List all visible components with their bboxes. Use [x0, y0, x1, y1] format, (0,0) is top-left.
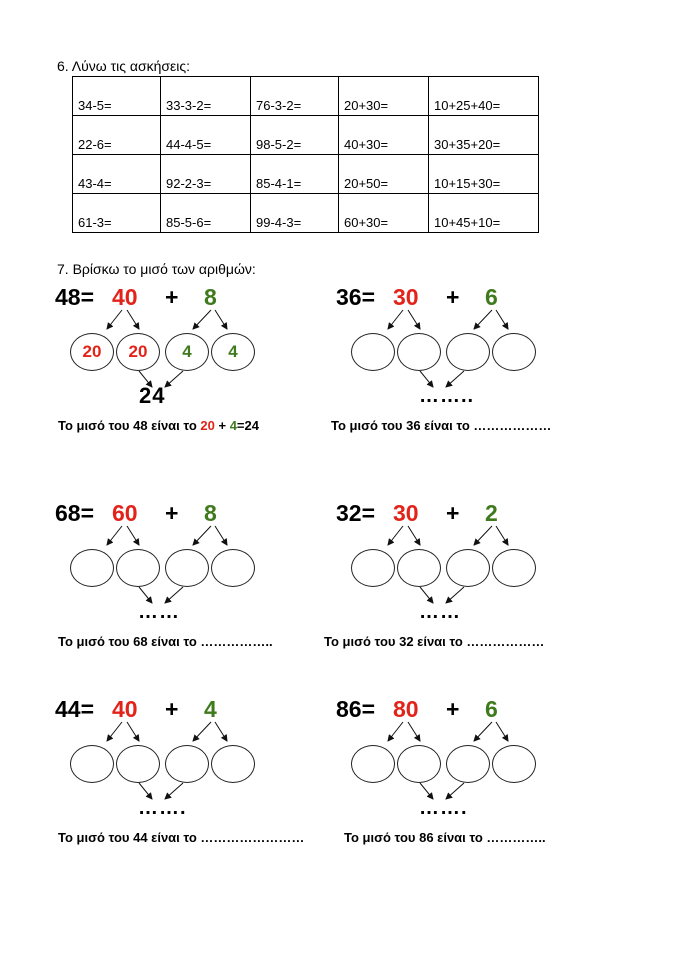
half-circle: 4: [165, 333, 209, 371]
answer-result: =24: [236, 418, 259, 433]
answer-first-half: 20: [200, 418, 215, 433]
half-circle: [116, 745, 160, 783]
plus-sign: +: [165, 696, 179, 722]
table-cell: 43-4=: [73, 155, 161, 194]
half-block-1: [55, 283, 355, 448]
answer-line: [58, 418, 259, 433]
half-circle: 20: [116, 333, 160, 371]
answer-text: Το μισό του 44 είναι το ……………………: [58, 830, 305, 845]
result-value: 24: [139, 383, 166, 408]
table-row: [73, 77, 539, 116]
half-circle: 4: [211, 333, 255, 371]
table-cell: 44-4-5=: [161, 116, 251, 155]
answer-text: Το μισό του 68 είναι το ……………..: [58, 634, 273, 649]
answer-text: Το μισό του 36 είναι το ………………: [331, 418, 552, 433]
units-label: 6: [485, 284, 498, 310]
tens-label: 40: [112, 696, 138, 722]
half-circle: [211, 745, 255, 783]
number-label: 48=: [55, 284, 95, 310]
plus-sign: +: [165, 284, 179, 310]
plus-sign: +: [446, 500, 460, 526]
number-label: 44=: [55, 696, 95, 722]
table-cell: 30+35+20=: [429, 116, 539, 155]
table-cell: 10+15+30=: [429, 155, 539, 194]
half-circle: [397, 745, 441, 783]
answer-text: Το μισό του 48 είναι το: [58, 418, 201, 433]
table-cell: 92-2-3=: [161, 155, 251, 194]
half-circle: [351, 549, 395, 587]
answer-plus: +: [214, 418, 230, 433]
tens-label: 80: [393, 696, 419, 722]
result-value: ……..: [419, 385, 475, 407]
tens-label: 40: [112, 284, 138, 310]
result-value: ……: [419, 601, 461, 623]
table-cell: 61-3=: [73, 194, 161, 233]
half-circle: [446, 745, 490, 783]
half-circle: [70, 745, 114, 783]
section-6-heading: 6. Λύνω τις ασκήσεις:: [57, 58, 191, 74]
result-value: …….: [138, 797, 187, 819]
answer-second-half: 4: [229, 418, 237, 433]
table-cell: 22-6=: [73, 116, 161, 155]
half-circle: [492, 549, 536, 587]
tens-label: 30: [393, 284, 419, 310]
result-value: …….: [419, 797, 468, 819]
answer-line: [58, 634, 273, 649]
number-label: 36=: [336, 284, 376, 310]
half-block-2: [331, 283, 636, 448]
table-cell: 60+30=: [339, 194, 429, 233]
half-circle: [70, 549, 114, 587]
half-circle: [446, 333, 490, 371]
half-block-4: [324, 499, 636, 664]
table-cell: 20+30=: [339, 77, 429, 116]
table-cell: 40+30=: [339, 116, 429, 155]
units-label: 2: [485, 500, 498, 526]
half-circle: [211, 549, 255, 587]
section-7-heading: 7. Βρίσκω το μισό των αριθμών:: [57, 261, 256, 277]
half-circle: [165, 549, 209, 587]
answer-line: [331, 418, 551, 433]
table-row: [73, 155, 539, 194]
result-value: ……: [138, 601, 180, 623]
half-circle: [351, 745, 395, 783]
table-cell: 99-4-3=: [251, 194, 339, 233]
table-cell: 20+50=: [339, 155, 429, 194]
table-cell: 34-5=: [73, 77, 161, 116]
table-cell: 85-4-1=: [251, 155, 339, 194]
plus-sign: +: [446, 696, 460, 722]
table-cell: 98-5-2=: [251, 116, 339, 155]
half-block-6: [336, 695, 636, 860]
table-row: [73, 194, 539, 233]
number-label: 32=: [336, 500, 376, 526]
answer-line: [324, 634, 544, 649]
number-label: 86=: [336, 696, 376, 722]
table-cell: 85-5-6=: [161, 194, 251, 233]
units-label: 6: [485, 696, 498, 722]
table-row: [73, 116, 539, 155]
tens-label: 30: [393, 500, 419, 526]
half-circle: [397, 549, 441, 587]
half-circle: [351, 333, 395, 371]
half-block-5: [55, 695, 355, 860]
units-label: 4: [204, 696, 217, 722]
half-circle: [116, 549, 160, 587]
table-cell: 33-3-2=: [161, 77, 251, 116]
half-circle: [397, 333, 441, 371]
plus-sign: +: [165, 500, 179, 526]
half-circle: 20: [70, 333, 114, 371]
units-label: 8: [204, 500, 217, 526]
answer-line: [58, 830, 304, 845]
tens-label: 60: [112, 500, 138, 526]
answer-text: Το μισό του 32 είναι το ………………: [324, 634, 545, 649]
table-cell: 10+25+40=: [429, 77, 539, 116]
half-circle: [492, 745, 536, 783]
plus-sign: +: [446, 284, 460, 310]
units-label: 8: [204, 284, 217, 310]
exercises-table: [72, 76, 539, 233]
number-label: 68=: [55, 500, 95, 526]
answer-text: Το μισό του 86 είναι το …………..: [344, 830, 546, 845]
answer-line: [344, 830, 546, 845]
half-circle: [165, 745, 209, 783]
table-cell: 76-3-2=: [251, 77, 339, 116]
half-block-3: [55, 499, 355, 664]
half-circle: [492, 333, 536, 371]
half-circle: [446, 549, 490, 587]
table-cell: 10+45+10=: [429, 194, 539, 233]
